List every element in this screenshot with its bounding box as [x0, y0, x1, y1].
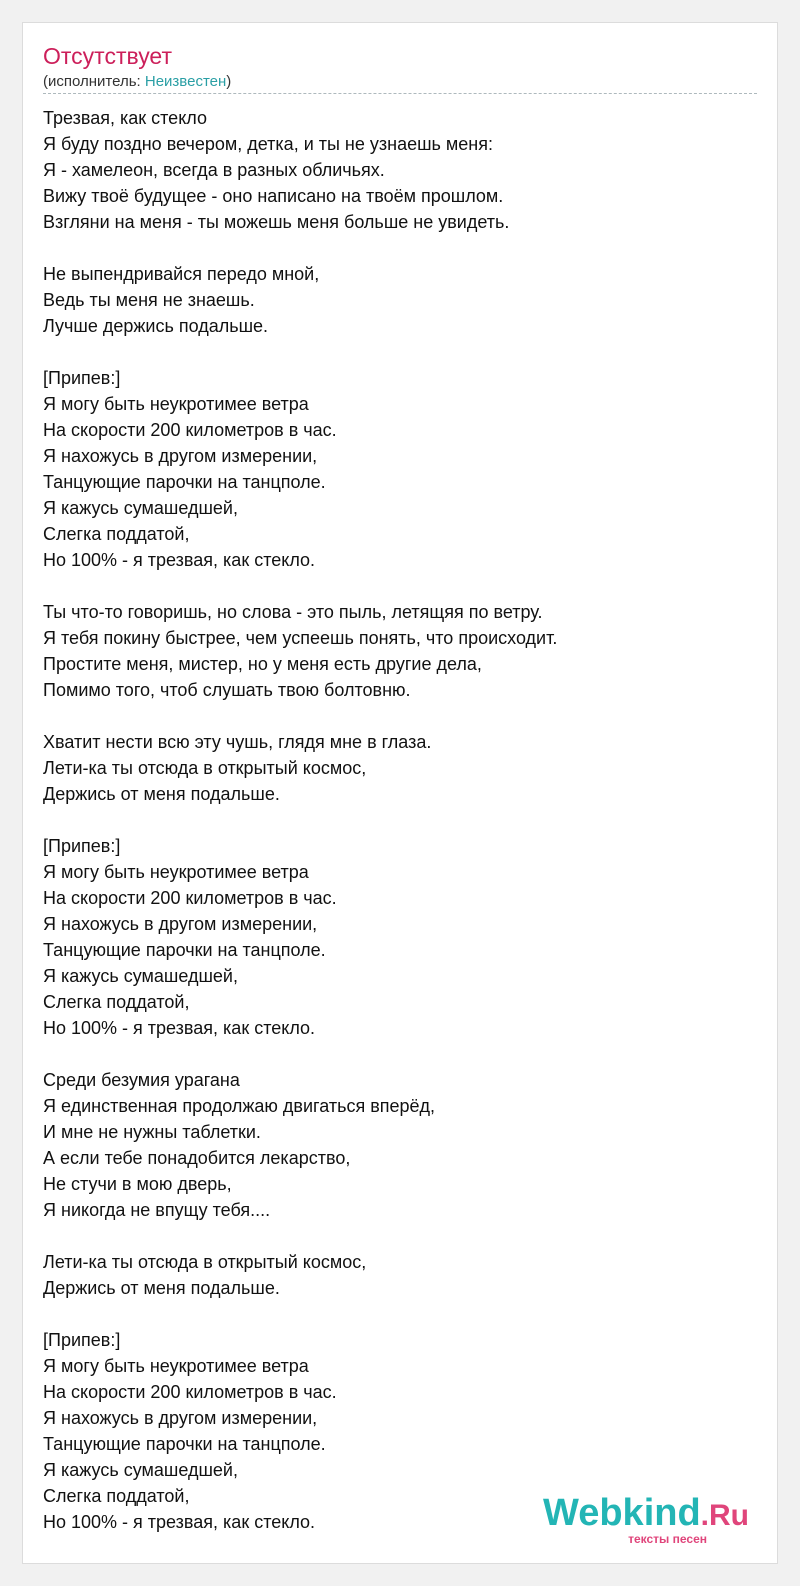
lyric-line: И мне не нужны таблетки. — [43, 1122, 261, 1142]
lyric-line: Я кажусь сумашедшей, — [43, 1460, 238, 1480]
lyric-line: Я буду поздно вечером, детка, и ты не узнаешь меня: — [43, 134, 493, 154]
lyric-line: Слегка поддатой, — [43, 524, 190, 544]
lyrics-text — [43, 105, 759, 1535]
artist-link[interactable]: Неизвестен — [144, 73, 227, 90]
stanza-gap — [43, 573, 759, 599]
lyric-line: Я тебя покину быстрее, чем успеешь понять, что происходит. — [43, 628, 558, 648]
header-divider — [43, 93, 757, 94]
artist-line — [43, 73, 231, 90]
lyric-line: Я могу быть неукротимее ветра — [43, 394, 309, 414]
lyric-line: Я могу быть неукротимее ветра — [43, 1356, 309, 1376]
lyric-line: Помимо того, чтоб слушать твою болтовню. — [43, 680, 411, 700]
lyric-line: Я единственная продолжаю двигаться вперёд, — [43, 1096, 436, 1116]
lyric-line: Я нахожусь в другом измерении, — [43, 446, 318, 466]
lyric-line: Хватит нести всю эту чушь, глядя мне в глаза. — [43, 732, 432, 752]
stanza-gap — [43, 807, 759, 833]
lyric-line: Ты что-то говоришь, но слова - это пыль, летящяя по ветру. — [43, 602, 543, 622]
lyric-line: Держись от меня подальше. — [43, 784, 280, 804]
lyric-line: Вижу твоё будущее - оно написано на твоём прошлом. — [43, 186, 504, 206]
logo-wordmark — [543, 1494, 749, 1535]
lyric-line: А если тебе понадобится лекарство, — [43, 1148, 351, 1168]
lyric-line: Держись от меня подальше. — [43, 1278, 280, 1298]
lyric-line: Взгляни на меня - ты можешь меня больше не увидеть. — [43, 212, 510, 232]
lyric-line: Простите меня, мистер, но у меня есть другие дела, — [43, 654, 482, 674]
lyric-line: Лети-ка ты отсюда в открытый космос, — [43, 758, 367, 778]
logo-domain: .Ru — [700, 1499, 749, 1532]
logo-brand: Webkind — [543, 1492, 701, 1534]
lyric-line: Танцующие парочки на танцполе. — [43, 472, 326, 492]
stanza-gap — [43, 235, 759, 261]
lyric-line: Но 100% - я трезвая, как стекло. — [43, 550, 316, 570]
artist-prefix: (исполнитель: — [43, 73, 145, 90]
stanza-gap — [43, 1301, 759, 1327]
stanza-gap — [43, 1041, 759, 1067]
lyric-line: Лети-ка ты отсюда в открытый космос, — [43, 1252, 367, 1272]
lyric-line: Я кажусь сумашедшей, — [43, 966, 238, 986]
artist-suffix: ) — [226, 73, 232, 90]
lyric-line: Но 100% - я трезвая, как стекло. — [43, 1512, 316, 1532]
lyric-line: Танцующие парочки на танцполе. — [43, 940, 326, 960]
lyric-line: Трезвая, как стекло — [43, 108, 207, 128]
lyric-line: Не выпендривайся передо мной, — [43, 264, 320, 284]
lyric-line: Слегка поддатой, — [43, 992, 190, 1012]
lyric-line: Слегка поддатой, — [43, 1486, 190, 1506]
lyric-line: Лучше держись подальше. — [43, 316, 269, 336]
lyric-line: На скорости 200 километров в час. — [43, 888, 337, 908]
lyric-line: Я кажусь сумашедшей, — [43, 498, 238, 518]
stanza-gap — [43, 339, 759, 365]
lyric-line: Я нахожусь в другом измерении, — [43, 914, 318, 934]
lyric-line: На скорости 200 километров в час. — [43, 420, 337, 440]
lyrics-card — [22, 22, 778, 1564]
lyric-line: Но 100% - я трезвая, как стекло. — [43, 1018, 316, 1038]
lyric-line: Я никогда не впущу тебя.... — [43, 1200, 271, 1220]
site-logo[interactable] — [543, 1494, 749, 1545]
lyric-line: Не стучи в мою дверь, — [43, 1174, 232, 1194]
lyric-line: [Припев:] — [43, 368, 121, 388]
lyric-line: Я нахожусь в другом измерении, — [43, 1408, 318, 1428]
lyric-line: Ведь ты меня не знаешь. — [43, 290, 255, 310]
stanza-gap — [43, 1223, 759, 1249]
stanza-gap — [43, 703, 759, 729]
lyric-line: Среди безумия урагана — [43, 1070, 240, 1090]
lyric-line: На скорости 200 километров в час. — [43, 1382, 337, 1402]
song-title: Отсутствует — [43, 43, 172, 69]
lyric-line: Я могу быть неукротимее ветра — [43, 862, 309, 882]
lyric-line: Танцующие парочки на танцполе. — [43, 1434, 326, 1454]
lyric-line: [Припев:] — [43, 836, 121, 856]
lyric-line: Я - хамелеон, всегда в разных обличьях. — [43, 160, 385, 180]
lyric-line: [Припев:] — [43, 1330, 121, 1350]
logo-tagline: тексты песен — [628, 1532, 707, 1546]
